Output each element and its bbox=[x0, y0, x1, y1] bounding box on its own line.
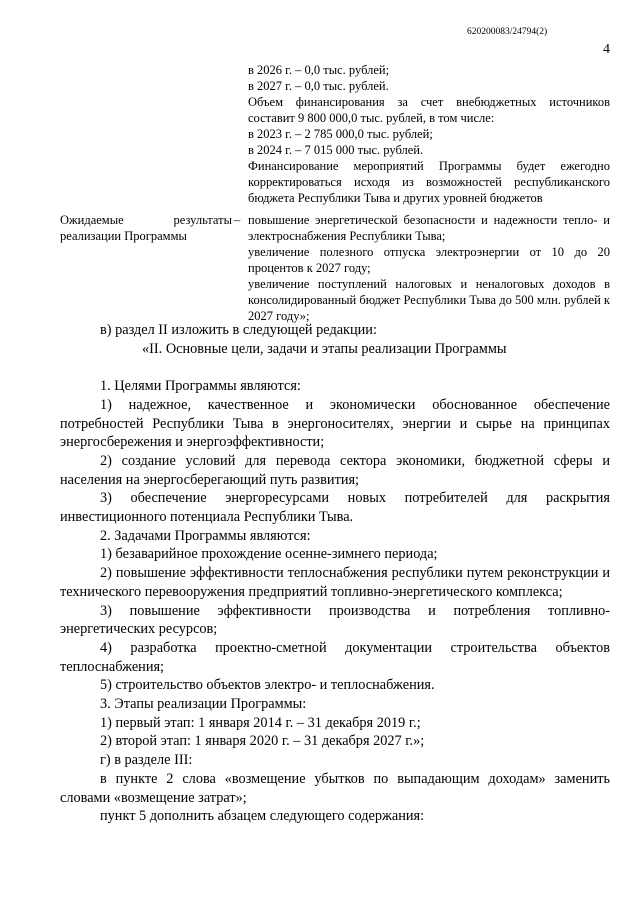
financing-line: в 2024 г. – 7 015 000 тыс. рублей. bbox=[248, 143, 424, 157]
task-item: 4) разработка проектно-сметной документации строительства объектов теплоснабжения; bbox=[60, 639, 610, 675]
results-dash: – bbox=[234, 213, 241, 227]
section3-item: пункт 5 дополнить абзацем следующего содержания: bbox=[100, 808, 425, 825]
goals-heading: 1. Целями Программы являются: bbox=[100, 378, 301, 395]
stage-item: 2) второй этап: 1 января 2020 г. – 31 декабря 2027 г.»; bbox=[100, 733, 425, 750]
financing-cell bbox=[248, 62, 610, 206]
section3-intro: г) в разделе III: bbox=[100, 752, 193, 769]
stages-heading: 3. Этапы реализации Программы: bbox=[100, 696, 307, 713]
results-item: увеличение поступлений налоговых и неналоговых доходов в консолидированный бюджет Республики Тыва до 500 млн. рублей к 2027 году»; bbox=[248, 277, 610, 323]
tasks-heading: 2. Задачами Программы являются: bbox=[100, 527, 311, 544]
section3-item: в пункте 2 слова «возмещение убытков по выпадающим доходам» заменить словами «возмещение затрат»; bbox=[60, 770, 610, 806]
financing-line: в 2027 г. – 0,0 тыс. рублей. bbox=[248, 79, 389, 93]
task-item: 5) строительство объектов электро- и теплоснабжения. bbox=[100, 677, 435, 694]
results-item: повышение энергетической безопасности и надежности тепло- и электроснабжения Республики Тыва; bbox=[248, 213, 610, 243]
section-title: «II. Основные цели, задачи и этапы реализации Программы bbox=[142, 340, 507, 357]
goal-item: 1) надежное, качественное и экономически обоснованное обеспечение потребностей Республики Тыва в энергоносителях, энергии и сырье на принципах энергосбережения и энергоэффективности; bbox=[60, 396, 610, 451]
results-item: увеличение полезного отпуска электроэнергии от 10 до 20 процентов к 2027 году; bbox=[248, 245, 610, 275]
financing-line: в 2026 г. – 0,0 тыс. рублей; bbox=[248, 63, 390, 77]
results-label-cell bbox=[60, 212, 232, 244]
results-cell bbox=[248, 212, 610, 324]
results-label: Ожидаемые результаты реализации Программы bbox=[60, 213, 232, 243]
task-item: 1) безаварийное прохождение осенне-зимнего периода; bbox=[100, 546, 438, 563]
task-item: 3) повышение эффективности производства и потребления топливно-энергетических ресурсов; bbox=[60, 602, 610, 638]
stage-item: 1) первый этап: 1 января 2014 г. – 31 декабря 2019 г.; bbox=[100, 714, 421, 731]
document-id: 620200083/24794(2) bbox=[467, 27, 548, 37]
amendment-intro: в) раздел II изложить в следующей редакции: bbox=[100, 322, 377, 338]
financing-line: Объем финансирования за счет внебюджетных источников составит 9 800 000,0 тыс. рублей, в том числе: bbox=[248, 95, 610, 125]
financing-line: Финансирование мероприятий Программы будет ежегодно корректироваться исходя из возможностей республиканского бюджета Республики Тыва и других уровней бюджетов bbox=[248, 159, 610, 205]
goal-item: 3) обеспечение энергоресурсами новых потребителей для раскрытия инвестиционного потенциала Республики Тыва. bbox=[60, 490, 610, 526]
goal-item: 2) создание условий для перевода сектора экономики, бюджетной сферы и населения на энергосберегающий путь развития; bbox=[60, 452, 610, 488]
financing-line: в 2023 г. – 2 785 000,0 тыс. рублей; bbox=[248, 127, 433, 141]
document-body bbox=[60, 321, 610, 826]
task-item: 2) повышение эффективности теплоснабжения республики путем реконструкции и технического перевооружения предприятий топливно-энергетического комплекса; bbox=[60, 565, 610, 600]
page-number: 4 bbox=[603, 42, 610, 57]
